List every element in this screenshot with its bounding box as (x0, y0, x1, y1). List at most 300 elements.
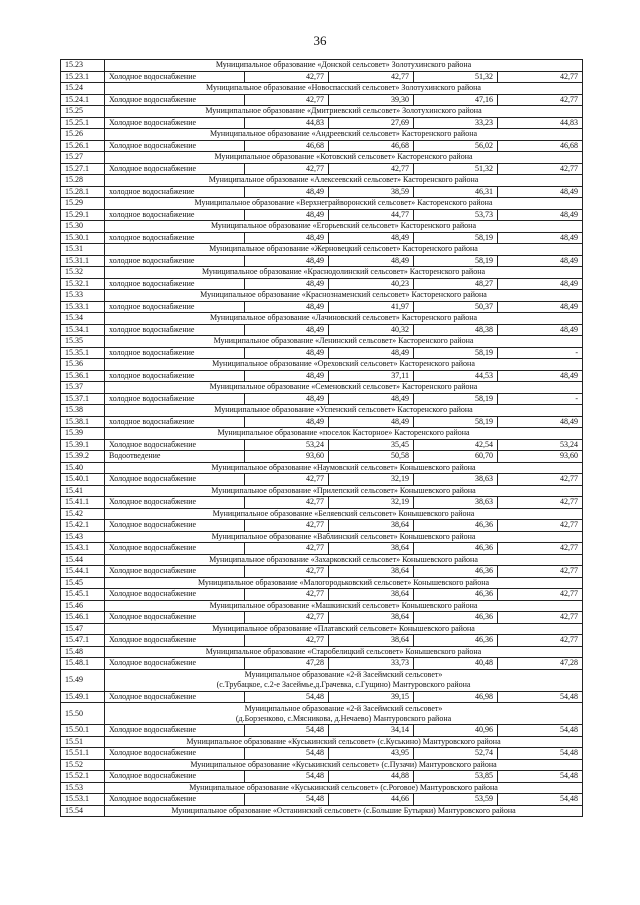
value-cell: 46,36 (414, 543, 498, 555)
value-cell: 42,77 (245, 612, 329, 624)
service-name: Холодное водоснабжение (105, 497, 245, 509)
row-number: 15.23 (61, 60, 105, 72)
row-number: 15.27 (61, 152, 105, 164)
table-row (61, 451, 583, 463)
service-name: холодное водоснабжение (105, 278, 245, 290)
row-number: 15.29 (61, 198, 105, 210)
service-name: Холодное водоснабжение (105, 589, 245, 601)
section-header-row (61, 736, 583, 748)
municipality-header: Муниципальное образование «Семеновский сельсовет» Касторенского района (105, 382, 583, 394)
section-header-row (61, 313, 583, 325)
value-cell: 42,77 (498, 163, 583, 175)
section-header-row (61, 782, 583, 794)
value-cell: 42,77 (245, 71, 329, 83)
value-cell: 38,64 (329, 566, 414, 578)
service-name: Холодное водоснабжение (105, 771, 245, 783)
table-row (61, 301, 583, 313)
row-number: 15.39 (61, 428, 105, 440)
row-number: 15.38.1 (61, 416, 105, 428)
municipality-header: Муниципальное образование «Краснодолинский сельсовет» Касторенского района (105, 267, 583, 279)
value-cell: 93,60 (245, 451, 329, 463)
service-name: Холодное водоснабжение (105, 439, 245, 451)
municipality-header: Муниципальное образование «Дмитриевский сельсовет» Золотухинского района (105, 106, 583, 118)
table-row (61, 794, 583, 806)
value-cell: 42,77 (498, 474, 583, 486)
value-cell: 44,83 (245, 117, 329, 129)
row-number: 15.34.1 (61, 324, 105, 336)
service-name: Холодное водоснабжение (105, 474, 245, 486)
section-header-row (61, 759, 583, 771)
section-header-row (61, 359, 583, 371)
value-cell: 46,36 (414, 589, 498, 601)
value-cell: 42,77 (245, 520, 329, 532)
municipality-header-line: Муниципальное образование «2-й Засеймский сельсовет» (244, 670, 443, 679)
value-cell: 48,49 (498, 255, 583, 267)
value-cell: 38,59 (329, 186, 414, 198)
row-number: 15.39.1 (61, 439, 105, 451)
row-number: 15.23.1 (61, 71, 105, 83)
value-cell: 50,37 (414, 301, 498, 313)
row-number: 15.31 (61, 244, 105, 256)
row-number: 15.36 (61, 359, 105, 371)
municipality-header (105, 703, 583, 725)
table-row (61, 520, 583, 532)
value-cell: 42,54 (414, 439, 498, 451)
value-cell: 54,48 (498, 725, 583, 737)
value-cell: 42,77 (498, 497, 583, 509)
row-number: 15.33 (61, 290, 105, 302)
value-cell: 53,59 (414, 794, 498, 806)
row-number: 15.25.1 (61, 117, 105, 129)
value-cell: 42,77 (245, 543, 329, 555)
section-header-row (61, 623, 583, 635)
municipality-header: Муниципальное образование «Старобелицкий сельсовет» Конышевского района (105, 646, 583, 658)
municipality-header: Муниципальное образование «Лачиновский сельсовет» Касторенского района (105, 313, 583, 325)
row-number: 15.52.1 (61, 771, 105, 783)
municipality-header: Муниципальное образование «Прилепский сельсовет» Конышевского района (105, 485, 583, 497)
table-body (61, 60, 583, 817)
table-row (61, 474, 583, 486)
section-header-row (61, 267, 583, 279)
value-cell: 54,48 (498, 771, 583, 783)
value-cell: 53,24 (245, 439, 329, 451)
row-number: 15.47.1 (61, 635, 105, 647)
municipality-header: Муниципальное образование «Жерновецкий сельсовет» Касторенского района (105, 244, 583, 256)
municipality-header: Муниципальное образование «Ореховский сельсовет» Касторенского района (105, 359, 583, 371)
table-row (61, 232, 583, 244)
table-row (61, 748, 583, 760)
value-cell: 44,83 (498, 117, 583, 129)
value-cell: 48,49 (245, 255, 329, 267)
row-number: 15.53 (61, 782, 105, 794)
value-cell: 54,48 (498, 748, 583, 760)
section-header-row (61, 405, 583, 417)
table-row (61, 324, 583, 336)
value-cell: 48,49 (245, 232, 329, 244)
row-number: 15.50.1 (61, 725, 105, 737)
row-number: 15.44.1 (61, 566, 105, 578)
table-row (61, 771, 583, 783)
row-number: 15.42.1 (61, 520, 105, 532)
value-cell: 48,49 (498, 278, 583, 290)
municipality-header: Муниципальное образование «Новоспасский сельсовет» Золотухинского района (105, 83, 583, 95)
value-cell: 43,95 (329, 748, 414, 760)
row-number: 15.36.1 (61, 370, 105, 382)
row-number: 15.43.1 (61, 543, 105, 555)
row-number: 15.37 (61, 382, 105, 394)
row-number: 15.30 (61, 221, 105, 233)
value-cell: 42,77 (329, 163, 414, 175)
value-cell: 54,48 (498, 691, 583, 703)
value-cell: 40,48 (414, 658, 498, 670)
service-name: холодное водоснабжение (105, 301, 245, 313)
table-row (61, 589, 583, 601)
table-row (61, 140, 583, 152)
value-cell: 32,19 (329, 497, 414, 509)
section-header-row (61, 336, 583, 348)
value-cell: 48,27 (414, 278, 498, 290)
value-cell: 56,02 (414, 140, 498, 152)
value-cell: 54,48 (245, 794, 329, 806)
service-name: Холодное водоснабжение (105, 612, 245, 624)
value-cell: 44,77 (329, 209, 414, 221)
row-number: 15.50 (61, 703, 105, 725)
value-cell: 35,45 (329, 439, 414, 451)
value-cell: 40,32 (329, 324, 414, 336)
value-cell: 38,63 (414, 497, 498, 509)
section-header-row (61, 600, 583, 612)
value-cell: 42,77 (245, 474, 329, 486)
section-header-row (61, 577, 583, 589)
row-number: 15.51 (61, 736, 105, 748)
row-number: 15.48 (61, 646, 105, 658)
row-number: 15.24.1 (61, 94, 105, 106)
municipality-header: Муниципальное образование «Беляевский сельсовет» Конышевского района (105, 508, 583, 520)
table-row (61, 347, 583, 359)
municipality-header: Муниципальное образование «Останинский сельсовет» (с.Большие Бутырки) Мантуровского района (105, 805, 583, 817)
value-cell: 46,68 (498, 140, 583, 152)
section-header-row (61, 290, 583, 302)
value-cell: 42,77 (498, 635, 583, 647)
service-name: холодное водоснабжение (105, 186, 245, 198)
municipality-header-line: (с.Трубацкое, с.2-е Засеймье,д.Грачевка, с.Гущино) Мантуровского района (216, 680, 471, 689)
value-cell: 48,38 (414, 324, 498, 336)
table-row (61, 725, 583, 737)
row-number: 15.46 (61, 600, 105, 612)
value-cell: 93,60 (498, 451, 583, 463)
value-cell: 46,98 (414, 691, 498, 703)
municipality-header: Муниципальное образование «Котовский сельсовет» Касторенского района (105, 152, 583, 164)
value-cell: 48,49 (245, 347, 329, 359)
value-cell: 58,19 (414, 232, 498, 244)
value-cell: 42,77 (498, 520, 583, 532)
municipality-header: Муниципальное образование «поселок Касторное» Касторенского района (105, 428, 583, 440)
table-row (61, 186, 583, 198)
row-number: 15.28.1 (61, 186, 105, 198)
municipality-header-line: (д.Борзенково, с.Мясникова, д.Нечаево) Мантуровского района (235, 713, 452, 723)
table-row (61, 278, 583, 290)
service-name: Холодное водоснабжение (105, 163, 245, 175)
row-number: 15.53.1 (61, 794, 105, 806)
municipality-header: Муниципальное образование «Куськинский сельсовет» (с.Куськино) Мантуровского района (105, 736, 583, 748)
value-cell: 54,48 (498, 794, 583, 806)
value-cell: 48,49 (245, 370, 329, 382)
row-number: 15.35.1 (61, 347, 105, 359)
value-cell: 54,48 (245, 748, 329, 760)
table-row (61, 658, 583, 670)
value-cell: 38,64 (329, 612, 414, 624)
value-cell: 60,70 (414, 451, 498, 463)
service-name: холодное водоснабжение (105, 370, 245, 382)
row-number: 15.37.1 (61, 393, 105, 405)
table-row (61, 393, 583, 405)
value-cell: 48,49 (245, 186, 329, 198)
table-row (61, 416, 583, 428)
value-cell: 39,15 (329, 691, 414, 703)
value-cell: - (498, 393, 583, 405)
value-cell: 37,11 (329, 370, 414, 382)
row-number: 15.28 (61, 175, 105, 187)
value-cell: 47,16 (414, 94, 498, 106)
row-number: 15.25 (61, 106, 105, 118)
value-cell: - (498, 347, 583, 359)
municipality-header: Муниципальное образование «Платавский сельсовет» Конышевского района (105, 623, 583, 635)
value-cell: 53,73 (414, 209, 498, 221)
row-number: 15.30.1 (61, 232, 105, 244)
value-cell: 42,77 (245, 163, 329, 175)
value-cell: 42,77 (498, 589, 583, 601)
table-row (61, 635, 583, 647)
value-cell: 42,77 (329, 71, 414, 83)
value-cell: 48,49 (498, 301, 583, 313)
municipality-header: Муниципальное образование «Донской сельсовет» Золотухинского района (105, 60, 583, 72)
value-cell: 58,19 (414, 393, 498, 405)
municipality-header: Муниципальное образование «Ваблинский сельсовет» Конышевского района (105, 531, 583, 543)
section-header-row (61, 83, 583, 95)
value-cell: 27,69 (329, 117, 414, 129)
municipality-header: Муниципальное образование «Малогородьковский сельсовет» Конышевского района (105, 577, 583, 589)
value-cell: 50,58 (329, 451, 414, 463)
value-cell: 42,77 (498, 94, 583, 106)
value-cell: 51,32 (414, 163, 498, 175)
row-number: 15.41.1 (61, 497, 105, 509)
value-cell: 33,73 (329, 658, 414, 670)
row-number: 15.31.1 (61, 255, 105, 267)
value-cell: 48,49 (245, 324, 329, 336)
service-name: холодное водоснабжение (105, 416, 245, 428)
section-header-row (61, 531, 583, 543)
value-cell: 46,36 (414, 566, 498, 578)
value-cell: 46,36 (414, 612, 498, 624)
service-name: Холодное водоснабжение (105, 691, 245, 703)
value-cell: 48,49 (329, 232, 414, 244)
service-name: холодное водоснабжение (105, 324, 245, 336)
municipality-header: Муниципальное образование «Ленинский сельсовет» Касторенского района (105, 336, 583, 348)
value-cell: 48,49 (498, 416, 583, 428)
row-number: 15.26.1 (61, 140, 105, 152)
table-row (61, 439, 583, 451)
row-number: 15.26 (61, 129, 105, 141)
row-number: 15.47 (61, 623, 105, 635)
service-name: Холодное водоснабжение (105, 658, 245, 670)
value-cell: 46,68 (245, 140, 329, 152)
value-cell: 48,49 (329, 393, 414, 405)
value-cell: 48,49 (498, 186, 583, 198)
row-number: 15.42 (61, 508, 105, 520)
value-cell: 47,28 (498, 658, 583, 670)
value-cell: 42,77 (245, 589, 329, 601)
section-header-row (61, 221, 583, 233)
value-cell: 48,49 (498, 232, 583, 244)
service-name: Холодное водоснабжение (105, 794, 245, 806)
value-cell: 38,64 (329, 543, 414, 555)
service-name: Холодное водоснабжение (105, 117, 245, 129)
section-header-row (61, 175, 583, 187)
municipality-header: Муниципальное образование «Краснознаменский сельсовет» Касторенского района (105, 290, 583, 302)
row-number: 15.45 (61, 577, 105, 589)
value-cell: 39,30 (329, 94, 414, 106)
value-cell: 54,48 (245, 691, 329, 703)
table-row (61, 94, 583, 106)
section-header-row (61, 485, 583, 497)
value-cell: 42,77 (245, 94, 329, 106)
service-name: Холодное водоснабжение (105, 71, 245, 83)
service-name: Холодное водоснабжение (105, 520, 245, 532)
table-row (61, 71, 583, 83)
value-cell: 46,68 (329, 140, 414, 152)
value-cell: 42,77 (245, 635, 329, 647)
value-cell: 34,14 (329, 725, 414, 737)
row-number: 15.49.1 (61, 691, 105, 703)
section-header-row (61, 554, 583, 566)
table-row (61, 255, 583, 267)
table-row (61, 163, 583, 175)
value-cell: 48,49 (329, 347, 414, 359)
value-cell: 42,77 (245, 566, 329, 578)
value-cell: 58,19 (414, 347, 498, 359)
row-number: 15.40 (61, 462, 105, 474)
table-row (61, 566, 583, 578)
service-name: Холодное водоснабжение (105, 543, 245, 555)
section-header-row (61, 508, 583, 520)
municipality-header: Муниципальное образование «Егорьевский сельсовет» Касторенского района (105, 221, 583, 233)
value-cell: 42,77 (498, 566, 583, 578)
tariff-table (60, 59, 583, 817)
section-header-row (61, 129, 583, 141)
value-cell: 38,64 (329, 520, 414, 532)
value-cell: 48,49 (329, 255, 414, 267)
value-cell: 54,48 (245, 771, 329, 783)
table-row (61, 543, 583, 555)
municipality-header: Муниципальное образование «Наумовский сельсовет» Конышевского района (105, 462, 583, 474)
value-cell: 51,32 (414, 71, 498, 83)
row-number: 15.44 (61, 554, 105, 566)
value-cell: 46,31 (414, 186, 498, 198)
section-header-row (61, 198, 583, 210)
municipality-header: Муниципальное образование «Захарковский сельсовет» Конышевского района (105, 554, 583, 566)
row-number: 15.24 (61, 83, 105, 95)
value-cell: 53,85 (414, 771, 498, 783)
municipality-header-line: Муниципальное образование «2-й Засеймский сельсовет» (244, 703, 443, 713)
value-cell: 42,77 (498, 612, 583, 624)
service-name: холодное водоснабжение (105, 209, 245, 221)
value-cell: 41,97 (329, 301, 414, 313)
value-cell: 38,63 (414, 474, 498, 486)
value-cell: 40,23 (329, 278, 414, 290)
municipality-header: Муниципальное образование «Верхнеграйворонский сельсовет» Касторенского района (105, 198, 583, 210)
value-cell: 44,66 (329, 794, 414, 806)
value-cell: 48,49 (498, 370, 583, 382)
row-number: 15.40.1 (61, 474, 105, 486)
municipality-header: Муниципальное образование «Андреевский сельсовет» Касторенского района (105, 129, 583, 141)
value-cell: 53,24 (498, 439, 583, 451)
service-name: холодное водоснабжение (105, 232, 245, 244)
value-cell: 58,19 (414, 255, 498, 267)
value-cell: 48,49 (498, 324, 583, 336)
section-header-row (61, 646, 583, 658)
section-header-row (61, 106, 583, 118)
row-number: 15.43 (61, 531, 105, 543)
table-row (61, 691, 583, 703)
section-header-row (61, 805, 583, 817)
municipality-header (105, 669, 583, 691)
value-cell: 48,49 (498, 209, 583, 221)
table-row (61, 497, 583, 509)
section-header-row (61, 669, 583, 691)
page-number: 36 (313, 33, 327, 48)
value-cell: 48,49 (245, 209, 329, 221)
value-cell: 48,49 (245, 301, 329, 313)
service-name: Холодное водоснабжение (105, 94, 245, 106)
row-number: 15.35 (61, 336, 105, 348)
service-name: Холодное водоснабжение (105, 748, 245, 760)
section-header-row (61, 462, 583, 474)
section-header-row (61, 428, 583, 440)
value-cell: 42,77 (498, 71, 583, 83)
municipality-header: Муниципальное образование «Алексеевский сельсовет» Касторенского района (105, 175, 583, 187)
row-number: 15.51.1 (61, 748, 105, 760)
service-name: холодное водоснабжение (105, 393, 245, 405)
row-number: 15.29.1 (61, 209, 105, 221)
municipality-header: Муниципальное образование «Успенский сельсовет» Касторенского района (105, 405, 583, 417)
row-number: 15.41 (61, 485, 105, 497)
row-number: 15.46.1 (61, 612, 105, 624)
row-number: 15.49 (61, 669, 105, 691)
value-cell: 33,23 (414, 117, 498, 129)
value-cell: 47,28 (245, 658, 329, 670)
row-number: 15.54 (61, 805, 105, 817)
row-number: 15.38 (61, 405, 105, 417)
row-number: 15.32 (61, 267, 105, 279)
service-name: Водоотведение (105, 451, 245, 463)
value-cell: 44,53 (414, 370, 498, 382)
row-number: 15.32.1 (61, 278, 105, 290)
row-number: 15.45.1 (61, 589, 105, 601)
value-cell: 48,49 (245, 278, 329, 290)
value-cell: 42,77 (498, 543, 583, 555)
service-name: Холодное водоснабжение (105, 140, 245, 152)
municipality-header: Муниципальное образование «Куськинский сельсовет» (с.Пузачи) Мантуровского района (105, 759, 583, 771)
value-cell: 52,74 (414, 748, 498, 760)
table-row (61, 612, 583, 624)
row-number: 15.39.2 (61, 451, 105, 463)
value-cell: 46,36 (414, 635, 498, 647)
value-cell: 48,49 (245, 416, 329, 428)
row-number: 15.48.1 (61, 658, 105, 670)
value-cell: 32,19 (329, 474, 414, 486)
value-cell: 38,64 (329, 589, 414, 601)
value-cell: 46,36 (414, 520, 498, 532)
